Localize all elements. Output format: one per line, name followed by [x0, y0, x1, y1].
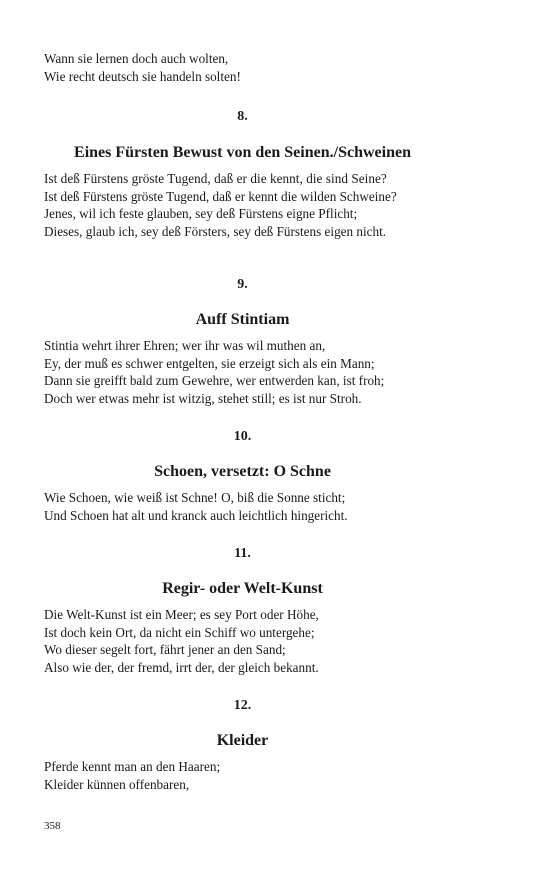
poem-title: Schoen, versetzt: O Schne — [154, 463, 331, 480]
poem-body — [44, 170, 441, 240]
poem-title: Auff Stintiam — [195, 311, 290, 328]
verse-line: Pferde kennt man an den Haaren; — [44, 759, 221, 774]
verse-line: Doch wer etwas mehr ist witzig, stehet still; es ist nur Stroh. — [44, 390, 362, 406]
verse-line: Wann sie lernen doch auch wolten, — [44, 51, 229, 66]
poem-number: 12. — [233, 698, 252, 713]
verse-line: Ey, der muß es schwer entgelten, sie erzeigt sich als ein Mann; — [44, 355, 375, 371]
verse-line: Und Schoen hat alt und kranck auch leichtlich hingericht. — [44, 507, 348, 523]
opening-stanza — [44, 50, 441, 85]
verse-line: Die Welt-Kunst ist ein Meer; es sey Port oder Höhe, — [44, 607, 319, 622]
poem-body — [44, 606, 441, 676]
poem-body — [44, 758, 441, 793]
verse-line: Wie Schoen, wie weiß ist Schne! O, biß die Sonne sticht; — [44, 490, 346, 505]
poem-9 — [44, 276, 441, 407]
poem-title: Eines Fürsten Bewust von den Seinen./Schweinen — [74, 144, 411, 161]
poem-body — [44, 489, 441, 524]
verse-line: Ist doch kein Ort, da nicht ein Schiff wo untergehe; — [44, 624, 315, 640]
poem-title: Regir- oder Welt-Kunst — [162, 580, 323, 597]
verse-line: Wo dieser segelt fort, fährt jener an den Sand; — [44, 642, 286, 657]
verse-line: Dieses, glaub ich, sey deß Försters, sey deß Fürstens eigen nicht. — [44, 223, 387, 239]
verse-line: Wie recht deutsch sie handeln solten! — [44, 68, 241, 84]
verse-line: Ist deß Fürstens gröste Tugend, daß er kennt die wilden Schweine? — [44, 188, 397, 204]
poem-number: 8. — [237, 109, 248, 124]
verse-line: Dann sie greifft bald zum Gewehre, wer entwerden kan, ist froh; — [44, 373, 385, 388]
poem-number: 11. — [234, 546, 251, 561]
poem-10 — [44, 428, 441, 524]
page-number: 358 — [44, 820, 61, 832]
poem-number: 9. — [237, 277, 248, 292]
verse-line: Also wie der, der fremd, irrt der, der gleich bekannt. — [44, 659, 319, 675]
poem-body — [44, 337, 441, 407]
poem-12 — [44, 697, 441, 793]
poem-title: Kleider — [216, 732, 269, 749]
verse-line: Ist deß Fürstens gröste Tugend, daß er die kennt, die sind Seine? — [44, 171, 387, 186]
poem-11 — [44, 545, 441, 676]
verse-line: Jenes, wil ich feste glauben, sey deß Fürstens eigne Pflicht; — [44, 206, 358, 221]
poem-number: 10. — [233, 429, 252, 444]
verse-line: Stintia wehrt ihrer Ehren; wer ihr was wil muthen an, — [44, 338, 326, 353]
poem-8 — [44, 108, 441, 240]
verse-line: Kleider künnen offenbaren, — [44, 776, 190, 792]
page-text — [44, 50, 441, 85]
